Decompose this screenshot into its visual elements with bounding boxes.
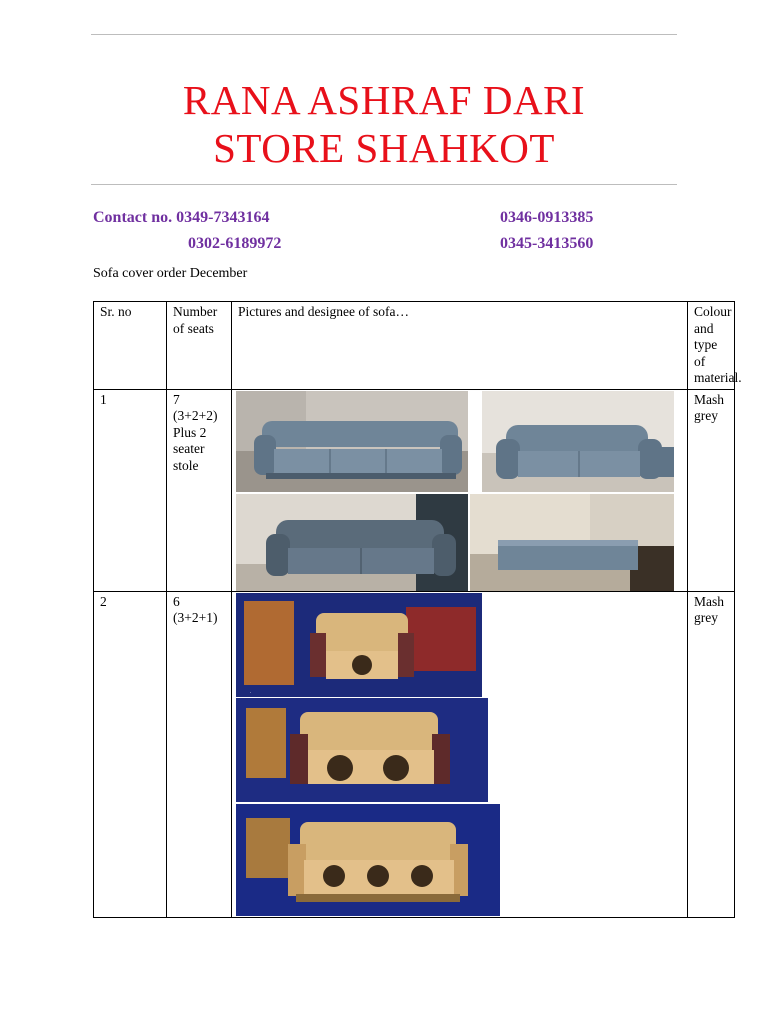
phone-2: 0346-0913385	[500, 209, 594, 226]
order-table	[93, 301, 742, 918]
grey-2-seater-sofa-photo	[482, 391, 674, 492]
title-rule	[91, 184, 677, 185]
header-sr-no: Sr. no	[94, 302, 167, 390]
phone-1: 0349-7343164	[176, 209, 270, 226]
row1-seats: 7 (3+2+2) Plus 2 seater stole	[167, 389, 232, 591]
row2-sr: 2	[94, 591, 167, 917]
header-seats: Number of seats	[167, 302, 232, 390]
title-line-2: STORE SHAHKOT	[213, 125, 555, 171]
phone-4: 0345-3413560	[500, 235, 594, 252]
row1-sr: 1	[94, 389, 167, 591]
row2-pictures	[232, 591, 688, 917]
row2-colour: Mash grey	[688, 591, 735, 917]
grey-storage-stool-photo	[470, 494, 674, 591]
tan-2-seater-sofa-photo	[236, 698, 488, 802]
contact-label-line	[93, 208, 269, 228]
top-rule	[91, 34, 677, 35]
row1-colour: Mash grey	[688, 389, 735, 591]
table-row	[94, 591, 735, 917]
tan-single-seat-sofa-photo	[236, 593, 482, 697]
table-row	[94, 389, 735, 591]
header-colour: Colour and type of material.	[688, 302, 735, 390]
row1-pictures	[232, 389, 688, 591]
table-header-row	[94, 302, 735, 390]
grey-3-seater-sofa-photo	[236, 391, 468, 492]
row2-seats: 6 (3+2+1)	[167, 591, 232, 917]
grey-2-seater-sofa-angle-photo	[236, 494, 468, 591]
tan-3-seater-sofa-photo	[236, 804, 500, 916]
contact-label: Contact no.	[93, 209, 173, 226]
title-line-1: RANA ASHRAF DARI	[182, 77, 586, 123]
page-title	[91, 76, 677, 172]
svg-text:.: .	[250, 688, 252, 695]
header-pictures: Pictures and designee of sofa…	[232, 302, 688, 390]
order-subtitle: Sofa cover order December	[93, 266, 248, 281]
phone-3: 0302-6189972	[188, 235, 282, 252]
